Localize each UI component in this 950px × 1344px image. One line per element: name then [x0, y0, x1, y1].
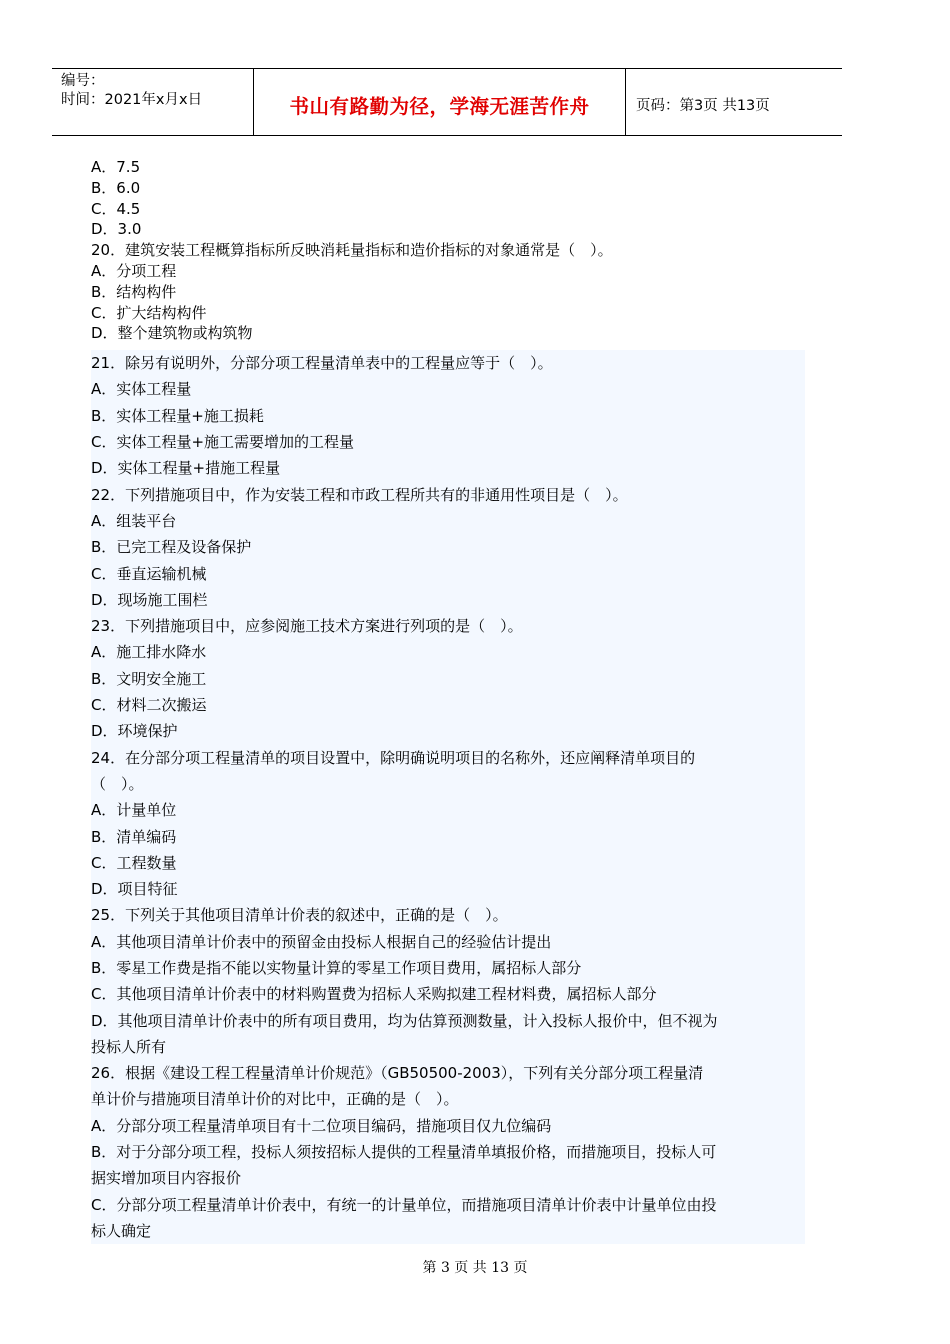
- text-line: A．分部分项工程量清单项目有十二位项目编码，措施项目仅九位编码: [91, 1116, 552, 1135]
- text-line: A．实体工程量: [91, 380, 192, 399]
- text-line: 23．下列措施项目中，应参阅施工技术方案进行列项的是（ ）。: [91, 617, 523, 636]
- page-header: [52, 68, 842, 136]
- number-label: 编号：: [61, 73, 105, 89]
- text-line: 据实增加项目内容报价: [91, 1169, 242, 1188]
- question-block-1: [91, 157, 803, 344]
- document-body: [91, 157, 803, 1244]
- text-line: 24．在分部分项工程量清单的项目设置中，除明确说明项目的名称外，还应阐释清单项目的: [91, 748, 696, 767]
- text-line: 22．下列措施项目中，作为安装工程和市政工程所共有的非通用性项目是（ ）。: [91, 485, 628, 504]
- header-info: [52, 69, 254, 135]
- text-line: C．其他项目清单计价表中的材料购置费为招标人采购拟建工程材料费，属招标人部分: [91, 985, 657, 1004]
- text-line: B．6.0: [91, 178, 141, 197]
- text-line: C．垂直运输机械: [91, 564, 207, 583]
- text-line: A．分项工程: [91, 261, 177, 280]
- header-page-info: [626, 71, 842, 137]
- text-line: （ ）。: [91, 774, 144, 793]
- text-line: A．施工排水降水: [91, 643, 207, 662]
- text-line: B．对于分部分项工程，投标人须按招标人提供的工程量清单填报价格，而措施项目，投标人可: [91, 1143, 717, 1162]
- text-line: 单计价与措施项目清单计价的对比中，正确的是（ ）。: [91, 1090, 459, 1109]
- text-line: B．已完工程及设备保护: [91, 538, 252, 557]
- text-line: C．材料二次搬运: [91, 696, 207, 715]
- text-line: 21．除另有说明外，分部分项工程量清单表中的工程量应等于（ ）。: [91, 354, 553, 373]
- text-line: C．分部分项工程量清单计价表中，有统一的计量单位，而措施项目清单计价表中计量单位由投: [91, 1195, 717, 1214]
- date-label: 时间：2021年x月x日: [61, 92, 203, 108]
- question-block-2: [91, 350, 805, 1244]
- text-line: B．实体工程量+施工损耗: [91, 406, 264, 425]
- text-line: D．实体工程量+措施工程量: [91, 459, 281, 478]
- text-line: A．组装平台: [91, 511, 177, 530]
- text-line: 投标人所有: [91, 1037, 167, 1056]
- text-line: D．环境保护: [91, 722, 178, 741]
- header-motto-cell: [254, 69, 626, 135]
- text-line: B．清单编码: [91, 827, 177, 846]
- text-line: D．3.0: [91, 220, 142, 239]
- page-footer: 第 3 页 共 13 页: [422, 1260, 528, 1276]
- text-line: D．其他项目清单计价表中的所有项目费用，均为估算预测数量，计入投标人报价中，但不视为: [91, 1011, 718, 1030]
- text-line: B．文明安全施工: [91, 669, 207, 688]
- text-line: A．7.5: [91, 158, 141, 176]
- page-info: 页码：第3页 共13页: [636, 97, 770, 114]
- motto: 书山有路勤为径，学海无涯苦作舟: [289, 95, 590, 118]
- text-line: 25．下列关于其他项目清单计价表的叙述中，正确的是（ ）。: [91, 906, 508, 925]
- text-line: C．扩大结构构件: [91, 303, 207, 322]
- text-line: C．实体工程量+施工需要增加的工程量: [91, 433, 355, 452]
- text-line: C．工程数量: [91, 853, 177, 872]
- text-line: D．整个建筑物或构筑物: [91, 324, 253, 343]
- text-line: B．零星工作费是指不能以实物量计算的零星工作项目费用，属招标人部分: [91, 959, 582, 977]
- text-line: 标人确定: [91, 1221, 152, 1240]
- text-line: A．其他项目清单计价表中的预留金由投标人根据自己的经验估计提出: [91, 932, 552, 951]
- text-line: D．现场施工围栏: [91, 590, 208, 609]
- text-line: B．结构构件: [91, 282, 177, 301]
- text-line: D．项目特征: [91, 880, 178, 899]
- text-line: 20．建筑安装工程概算指标所反映消耗量指标和造价指标的对象通常是（ ）。: [91, 241, 613, 260]
- text-line: 26．根据《建设工程工程量清单计价规范》（GB50500-2003），下列有关分部分项工程量清: [91, 1064, 704, 1083]
- text-line: A．计量单位: [91, 801, 177, 820]
- text-line: C．4.5: [91, 199, 141, 218]
